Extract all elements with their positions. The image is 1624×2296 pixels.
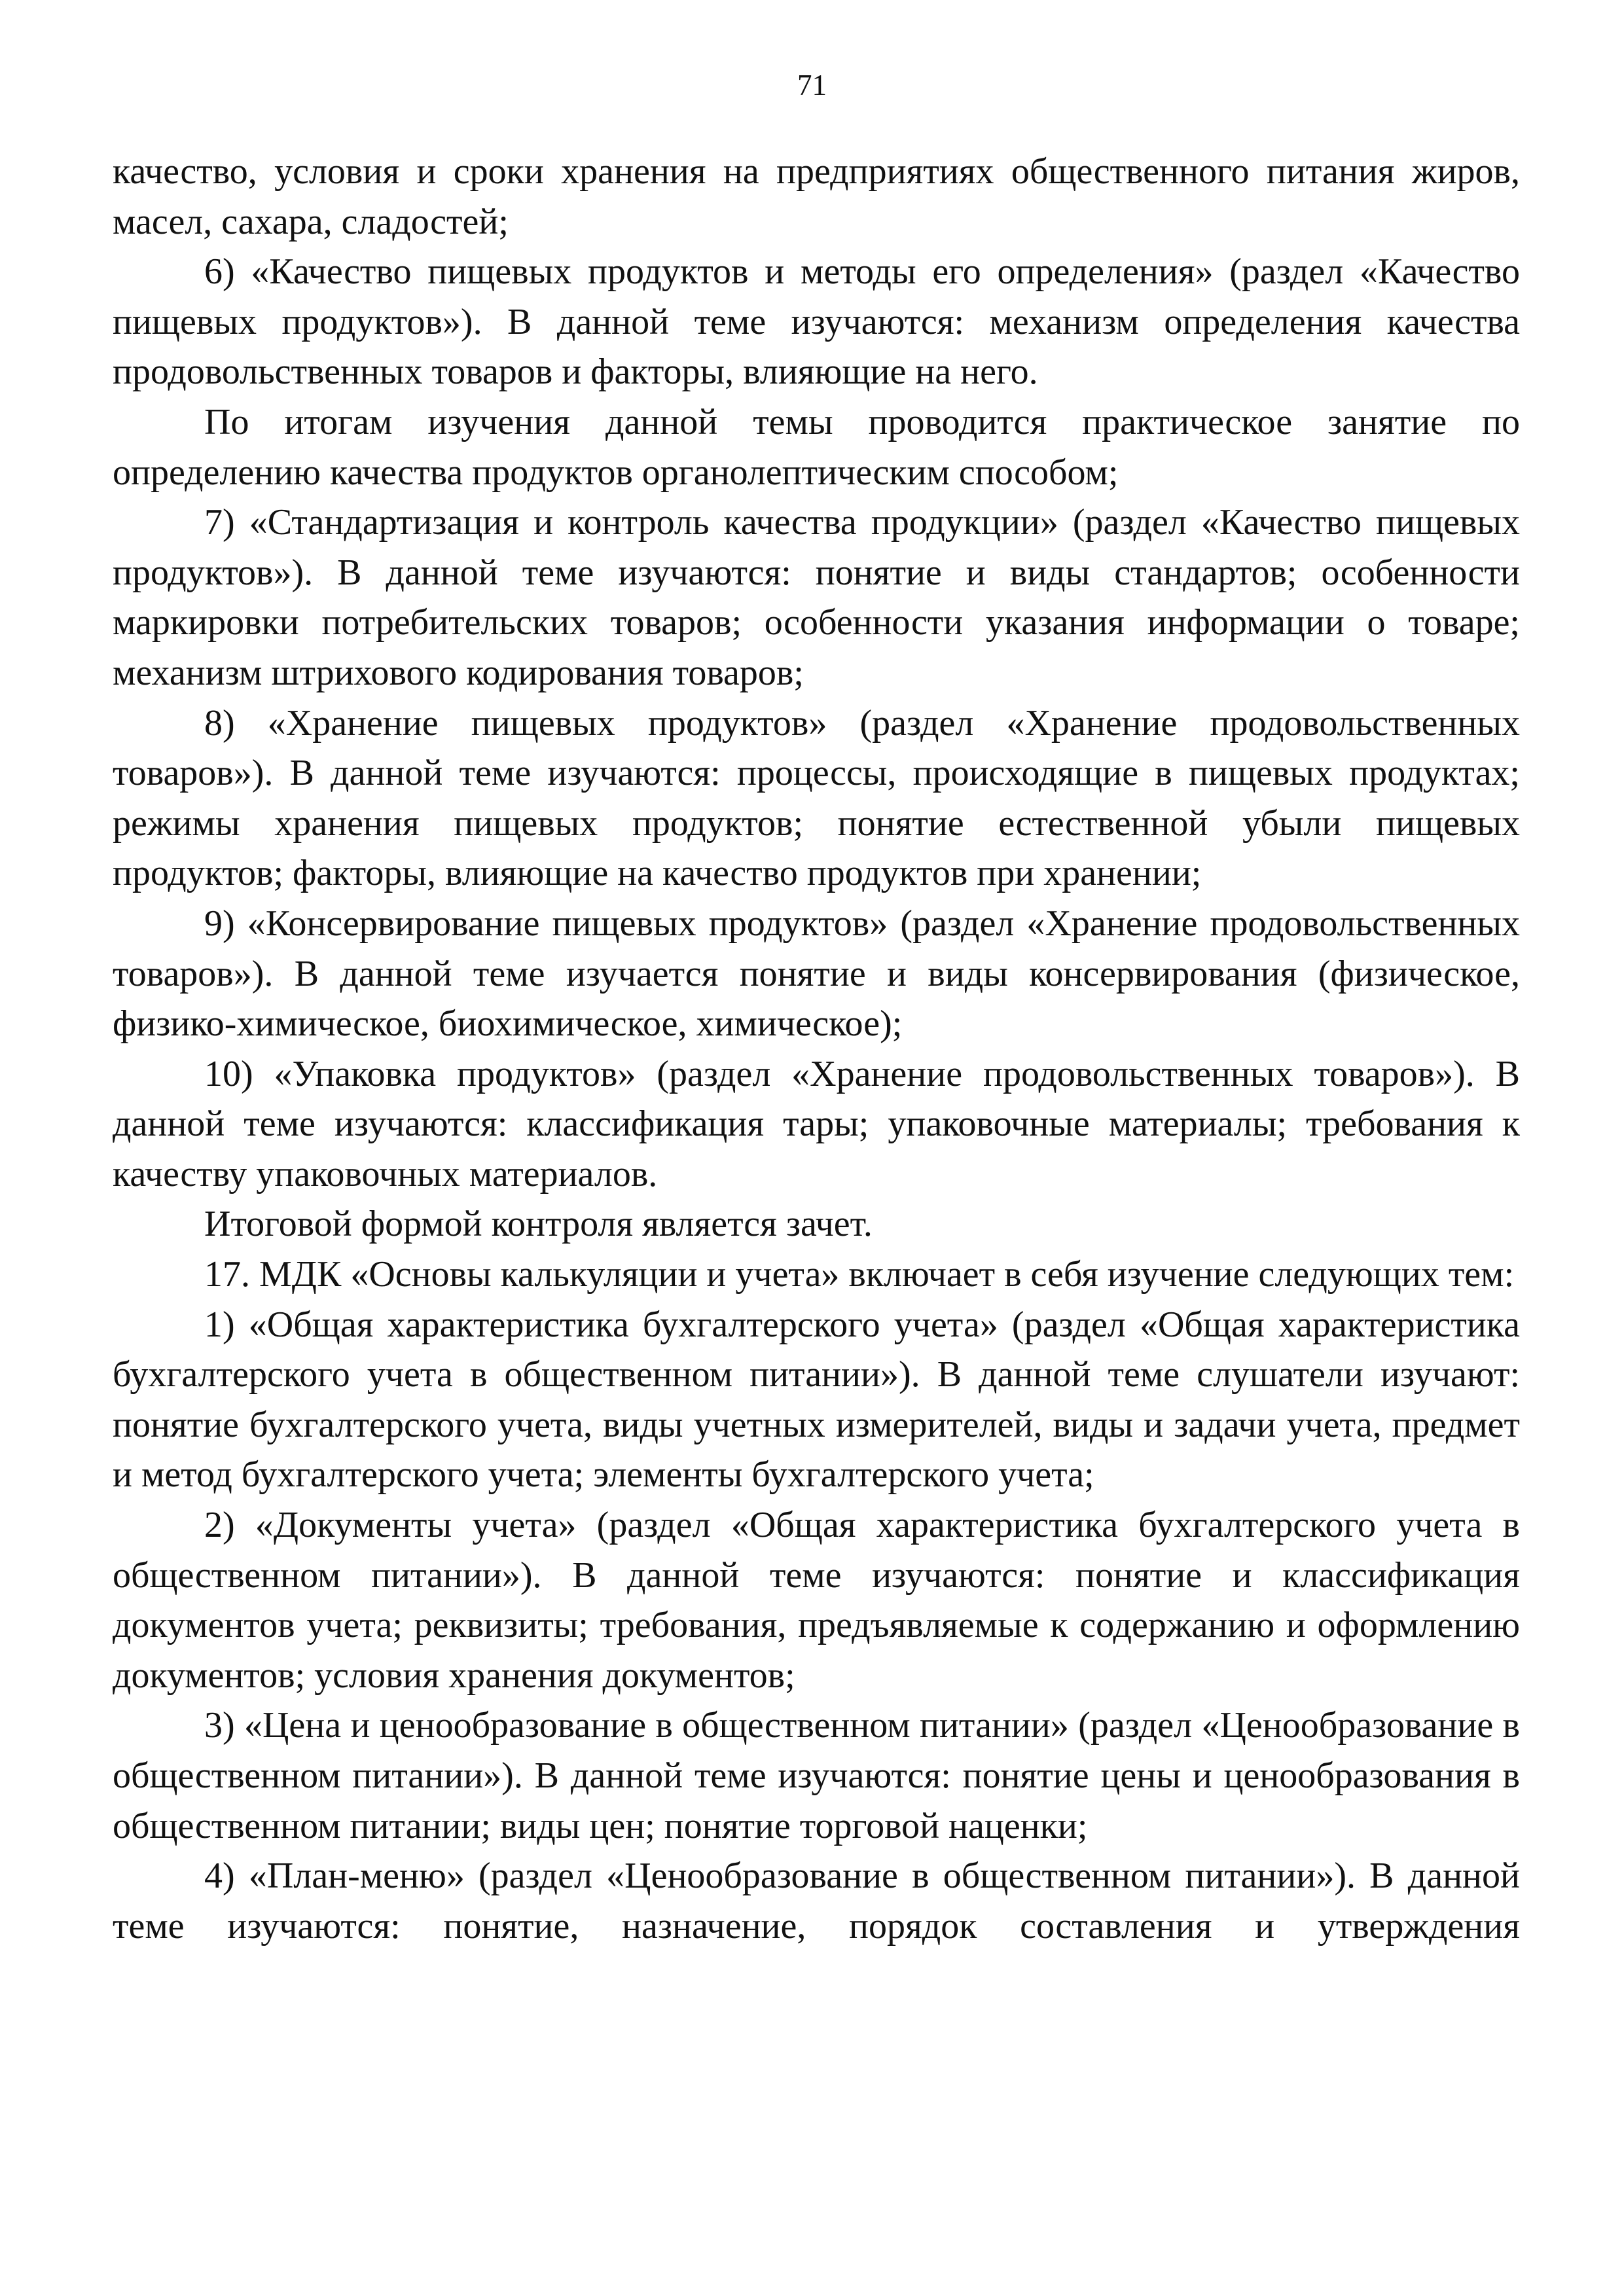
- paragraph-topic-10: 10) «Упаковка продуктов» (раздел «Хранение продовольственных товаров»). В данной теме изучаются: классификация тары; упаковочные материалы; требования к качеству упаковочных материалов.: [113, 1053, 1520, 1194]
- paragraph-accounting-topic-4: 4) «План-меню» (раздел «Ценообразование в общественном питании»). В данной теме изучаются: понятие, назначение, порядок составления и утверждения: [113, 1856, 1520, 1946]
- paragraph-accounting-topic-3: 3) «Цена и ценообразование в общественном питании» (раздел «Ценообразование в общественном питании»). В данной теме изучаются: понятие цены и ценообразования в общественном питании; виды цен; понятие торговой наценки;: [113, 1705, 1520, 1846]
- page-number: 71: [797, 69, 827, 101]
- paragraph-section-17: 17. МДК «Основы калькуляции и учета» включает в себя изучение следующих тем:: [204, 1254, 1515, 1295]
- paragraph-topic-7: 7) «Стандартизация и контроль качества продукции» (раздел «Качество пищевых продуктов»). В данной теме изучаются: понятие и виды стандартов; особенности маркировки потребительских товаров; особенности указания информации о товаре; механизм штрихового кодирования товаров;: [113, 502, 1520, 693]
- paragraph-topic-9: 9) «Консервирование пищевых продуктов» (раздел «Хранение продовольственных товаров»). В данной теме изучается понятие и виды консервирования (физическое, физико-химическое, биохимическое, химическое);: [113, 903, 1520, 1045]
- paragraph-final-control: Итоговой формой контроля является зачет.: [204, 1204, 873, 1245]
- paragraph-accounting-topic-1: 1) «Общая характеристика бухгалтерского учета» (раздел «Общая характеристика бухгалтерского учета в общественном питании»). В данной теме слушатели изучают: понятие бухгалтерского учета, виды учетных измерителей, виды и задачи учета, предмет и метод бухгалтерского учета; элементы бухгалтерского учета;: [113, 1304, 1520, 1496]
- document-body: [113, 147, 1520, 1951]
- paragraph-practical-lesson: По итогам изучения данной темы проводится практическое занятие по определению качества продуктов органолептическим способом;: [113, 401, 1520, 493]
- paragraph-storage-conditions: качество, условия и сроки хранения на предприятиях общественного питания жиров, масел, сахара, сладостей;: [113, 151, 1520, 242]
- paragraph-topic-6: 6) «Качество пищевых продуктов и методы его определения» (раздел «Качество пищевых продуктов»). В данной теме изучаются: механизм определения качества продовольственных товаров и факторы, влияющие на него.: [113, 251, 1520, 393]
- paragraph-accounting-topic-2: 2) «Документы учета» (раздел «Общая характеристика бухгалтерского учета в общественном питании»). В данной теме изучаются: понятие и классификация документов учета; реквизиты; требования, предъявляемые к содержанию и оформлению документов; условия хранения документов;: [113, 1505, 1520, 1696]
- paragraph-topic-8: 8) «Хранение пищевых продуктов» (раздел «Хранение продовольственных товаров»). В данной теме изучаются: процессы, происходящие в пищевых продуктах; режимы хранения пищевых продуктов; понятие естественной убыли пищевых продуктов; факторы, влияющие на качество продуктов при хранении;: [113, 702, 1520, 894]
